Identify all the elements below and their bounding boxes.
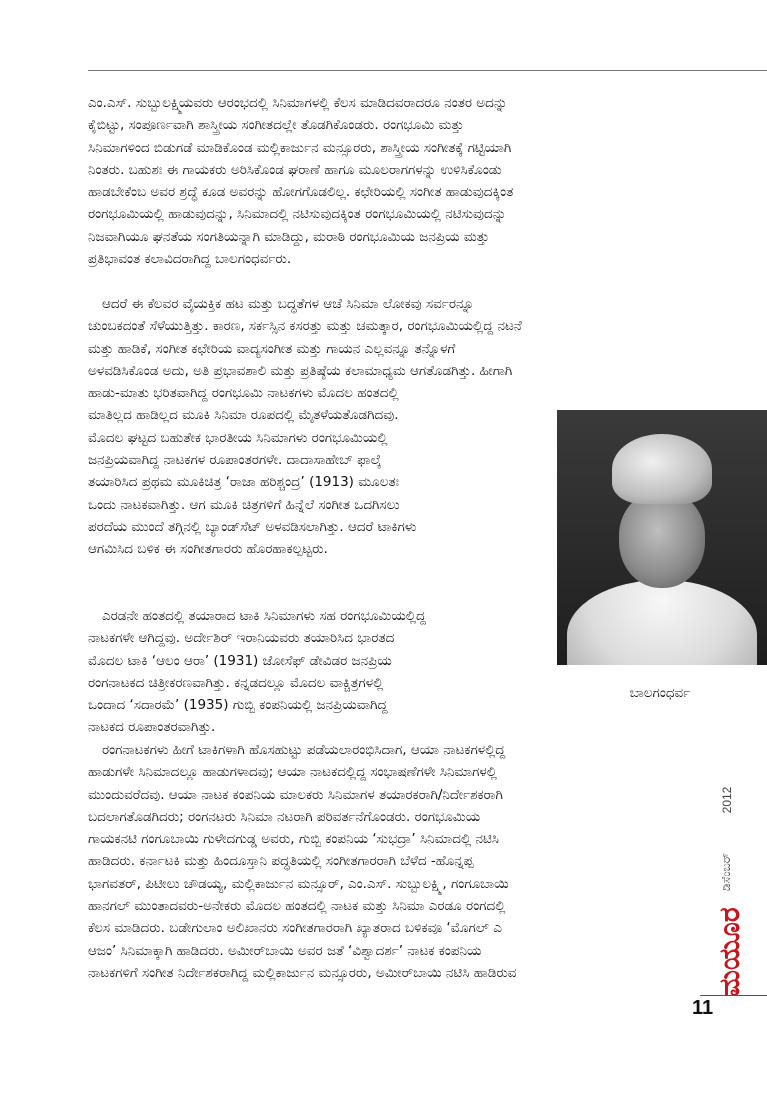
text-line: ಹಾಡು-ಮಾತು ಭರಿತವಾಗಿದ್ದ ರಂಗಭೂಮಿ ನಾಟಕಗಳು ಮೊದಲ ಹಂತದಲ್ಲಿ <box>88 385 399 402</box>
text-line: ನಿಂತರು. ಬಹುಶಃ ಈ ಗಾಯಕರು ಅರಿಸಿಕೊಂಡ ಘರಾಣೆ ಹಾಗೂ ಮೂಲರಾಗಗಳನ್ನು ಉಳಿಸಿಕೊಂಡು <box>88 161 502 178</box>
page-number: 11 <box>692 997 714 1019</box>
text-line: ಅಳವಡಿಸಿಕೊಂಡ ಅದು, ಅತಿ ಪ್ರಭಾವಶಾಲಿ ಮತ್ತು ಪ್ರತಿಷ್ಠೆಯ ಕಲಾಮಾಧ್ಯಮ ಆಗತೊಡಗಿತ್ತು. ಹೀಗಾಗಿ <box>88 362 513 379</box>
issue-month: ಡಿಸೆಂಬರ್ <box>719 852 733 892</box>
text-line: ರಂಗಭೂಮಿಯಲ್ಲಿ ಹಾಡುವುದನ್ನು, ಸಿನಿಮಾದಲ್ಲಿ ನಟಿಸುವುದಕ್ಕಿಂತ ರಂಗಭೂಮಿಯಲ್ಲಿ ನಟಿಸುವುದನ್ನು <box>88 206 507 223</box>
text-line: ಬದಲಾಗತೊಡಗಿದರು; ರಂಗನಟರು ಸಿನಿಮಾ ನಟರಾಗಿ ಪರಿವರ್ತನೆಗೊಂಡರು. ರಂಗಭೂಮಿಯ <box>88 808 481 825</box>
paragraph-3 <box>88 605 568 739</box>
text-line: ಹಾಡುಗಳೇ ಸಿನಿಮಾದಲ್ಲೂ ಹಾಡುಗಳಾದವು; ಆಯಾ ನಾಟಕದಲ್ಲಿದ್ದ ಸಂಭಾಷಣೆಗಳೇ ಸಿನಿಮಾಗಳಲ್ಲಿ <box>88 764 497 781</box>
text-line: ಆದರೆ ಈ ಕೆಲವರ ವೈಯಕ್ತಿಕ ಹಟ ಮತ್ತು ಬದ್ಧತೆಗಳ ಆಚೆ ಸಿನಿಮಾ ಲೋಕವು ಸರ್ವರನ್ನೂ <box>102 296 474 312</box>
photo-caption: ಬಾಲಗಂಧರ್ವ <box>629 685 691 701</box>
text-line: ಕೆಲಸ ಮಾಡಿದರು. ಬಡೇಗುಲಾಂ ಅಲಿಖಾನರು ಸಂಗೀತಗಾರರಾಗಿ ಖ್ಯಾತರಾದ ಬಳಿಕವೂ ‘ಮೊಗಲ್ ಎ <box>88 920 502 937</box>
text-line: ಕೈಬಿಟ್ಟು, ಸಂಪೂರ್ಣವಾಗಿ ಶಾಸ್ತ್ರೀಯ ಸಂಗೀತದಲ್ಲೇ ತೊಡಗಿಕೊಂಡರು. ರಂಗಭೂಮಿ ಮತ್ತು <box>88 117 464 134</box>
text-line: ನಾಟಕಗಳೇ ಆಗಿದ್ದವು. ಅರ್ದೇಶಿರ್ ಇರಾನಿಯವರು ತಯಾರಿಸಿದ ಭಾರತದ <box>88 630 395 647</box>
text-line: ಒಂದು ನಾಟಕವಾಗಿತ್ತು. ಆಗ ಮೂಕಿ ಚಿತ್ರಗಳಿಗೆ ಹಿನ್ನೆಲೆ ಸಂಗೀತ ಒದಗಿಸಲು <box>88 496 400 513</box>
text-line: ಮಾತಿಲ್ಲದ ಹಾಡಿಲ್ಲದ ಮೂಕಿ ಸಿನಿಮಾ ರೂಪದಲ್ಲಿ ಮೈತಳೆಯತೊಡಗಿದವು. <box>88 407 399 424</box>
text-line: ಆಜಂ’ ಸಿನಿಮಾಕ್ಕಾಗಿ ಹಾಡಿದರು. ಅಮೀರ್‌ಬಾಯಿ ಅವರ ಜತೆ ‘ವಿಶ್ವಾದರ್ಶ’ ನಾಟಕ ಕಂಪನಿಯ <box>88 942 482 959</box>
text-line: ತಯಾರಿಸಿದ ಪ್ರಥಮ ಮೂಕಿಚಿತ್ರ ‘ರಾಜಾ ಹರಿಶ್ಚಂದ್ರ’ (1913) ಮೂಲತಃ <box>88 474 399 491</box>
magazine-title: ಮಯೂರ <box>713 907 746 997</box>
text-line: ಎಂ.ಎಸ್. ಸುಬ್ಬುಲಕ್ಷ್ಮಿಯವರು ಆರಂಭದಲ್ಲಿ ಸಿನಿಮಾಗಳಲ್ಲಿ ಕೆಲಸ ಮಾಡಿದವರಾದರೂ ನಂತರ ಅದನ್ನು <box>88 95 508 111</box>
issue-year: 2012 <box>720 786 734 814</box>
paragraph-4 <box>88 739 678 984</box>
text-line: ಮುಂದುವರೆದವು. ಆಯಾ ನಾಟಕ ಕಂಪನಿಯ ಮಾಲಕರು ಸಿನಿಮಾಗಳ ತಯಾರಕರಾಗಿ/ನಿರ್ದೇಶಕರಾಗಿ <box>88 786 503 803</box>
footer-rule <box>700 995 767 996</box>
portrait-turban <box>612 434 712 504</box>
text-line: ಹಾನಗಲ್ ಮುಂತಾದವರು-ಅನೇಕರು ಮೊದಲ ಹಂತದಲ್ಲಿ ನಾಟಕ ಮತ್ತು ಸಿನಿಮಾ ಎರಡೂ ರಂಗದಲ್ಲಿ <box>88 898 506 915</box>
text-line: ಪರದೆಯ ಮುಂದೆ ತಗ್ಗಿನಲ್ಲಿ ಬ್ಯಾಂಡ್‌ಸೆಟ್ ಅಳವಡಿಸಲಾಗಿತ್ತು. ಆದರೆ ಟಾಕಿಗಳು <box>88 518 417 535</box>
portrait-coat <box>567 580 757 665</box>
text-line: ಗಾಯಕನಟಿ ಗಂಗೂಬಾಯಿ ಗುಳೇದಗುಡ್ಡ ಅವರು, ಗುಬ್ಬಿ ಕಂಪನಿಯ ‘ಸುಭದ್ರಾ’ ಸಿನಿಮಾದಲ್ಲಿ ನಟಿಸಿ <box>88 831 499 848</box>
text-line: ಮತ್ತು ಹಾಡಿಕೆ, ಸಂಗೀತ ಕಛೇರಿಯ ವಾದ್ಯಸಂಗೀತ ಮತ್ತು ಗಾಯನ ಎಲ್ಲವನ್ನೂ ತನ್ನೊಳಗೆ <box>88 340 456 357</box>
text-line: ಮೊದಲ ಟಾಕಿ ‘ಆಲಂ ಆರಾ’ (1931) ಜೋಸೆಫ್ ಡೇವಿಡರ ಜನಪ್ರಿಯ <box>88 652 392 669</box>
text-line: ರಂಗನಾಟಕಗಳು ಹೀಗೆ ಟಾಕಿಗಳಾಗಿ ಹೊಸಹುಟ್ಟು ಪಡೆಯಲಾರಂಭಿಸಿದಾಗ, ಆಯಾ ನಾಟಕಗಳಲ್ಲಿದ್ದ <box>102 742 506 758</box>
text-line: ನಿಜವಾಗಿಯೂ ಘನತೆಯ ಸಂಗತಿಯನ್ನಾಗಿ ಮಾಡಿದ್ದು, ಮರಾಠಿ ರಂಗಭೂಮಿಯ ಜನಪ್ರಿಯ ಮತ್ತು <box>88 228 490 245</box>
text-line: ಜನಪ್ರಿಯವಾಗಿದ್ದ ನಾಟಕಗಳ ರೂಪಾಂತರಗಳೇ. ದಾದಾಸಾಹೇಬ್ ಫಾಲ್ಕೆ <box>88 452 382 469</box>
portrait-face <box>619 492 705 588</box>
text-line: ಒಂದಾದ ‘ಸದಾರಮೆ’ (1935) ಗುಬ್ಬಿ ಕಂಪನಿಯಲ್ಲಿ ಜನಪ್ರಿಯವಾಗಿದ್ದ <box>88 697 388 714</box>
magazine-masthead <box>700 770 767 997</box>
text-line: ನಾಟಕಗಳಿಗೆ ಸಂಗೀತ ನಿರ್ದೇಶಕರಾಗಿದ್ದ ಮಲ್ಲಿಕಾರ್ಜುನ ಮನ್ಸೂರರು, ಅಮೀರ್‌ಬಾಯಿ ನಟಿಸಿ ಹಾಡಿರುವ <box>88 964 517 981</box>
text-line: ಹಾಡಬೇಕೆಂಬ ಅವರ ಶ್ರದ್ಧೆ ಕೂಡ ಅವರನ್ನು ಹೋಗಗೊಡಲಿಲ್ಲ. ಕಛೇರಿಯಲ್ಲಿ ಸಂಗೀತ ಹಾಡುವುದಕ್ಕಿಂತ <box>88 184 514 201</box>
text-line: ಭಾಗವತರ್, ಪಿಟೀಲು ಚೌಡಯ್ಯ, ಮಲ್ಲಿಕಾರ್ಜುನ ಮನ್ಸೂರ್, ಎಂ.ಎಸ್. ಸುಬ್ಬುಲಕ್ಷ್ಮಿ, ಗಂಗೂಬಾಯಿ <box>88 875 509 892</box>
text-line: ರಂಗನಾಟಕದ ಚಿತ್ರೀಕರಣವಾಗಿತ್ತು. ಕನ್ನಡದಲ್ಲೂ ಮೊದಲ ವಾಕ್ಚಿತ್ರಗಳಲ್ಲಿ <box>88 674 384 691</box>
text-line: ಆಗಮಿಸಿದ ಬಳಿಕ ಈ ಸಂಗೀತಗಾರರು ಹೊರಹಾಕಲ್ಪಟ್ಟರು. <box>88 541 328 558</box>
text-line: ಪ್ರತಿಭಾವಂತ ಕಲಾವಿದರಾಗಿದ್ದ ಬಾಲಗಂಧರ್ವರು. <box>88 251 292 268</box>
text-line: ನಾಟಕದ ರೂಪಾಂತರವಾಗಿತ್ತು. <box>88 719 216 736</box>
text-line: ಎರಡನೇ ಹಂತದಲ್ಲಿ ತಯಾರಾದ ಟಾಕಿ ಸಿನಿಮಾಗಳು ಸಹ ರಂಗಭೂಮಿಯಲ್ಲಿದ್ದ <box>102 608 426 624</box>
text-line: ಸಿನಿಮಾಗಳಿಂದ ಬಿಡುಗಡೆ ಮಾಡಿಕೊಂಡ ಮಲ್ಲಿಕಾರ್ಜುನ ಮನ್ಸೂರರು, ಶಾಸ್ತ್ರೀಯ ಸಂಗೀತಕ್ಕೆ ಗಟ್ಟಿಯಾಗಿ <box>88 139 512 156</box>
paragraph-1 <box>88 92 678 270</box>
text-line: ಹಾಡಿದರು. ಕರ್ನಾಟಕಿ ಮತ್ತು ಹಿಂದೂಸ್ತಾನಿ ಪದ್ಧತಿಯಲ್ಲಿ ಸಂಗೀತಗಾರರಾಗಿ ಬೆಳೆದ -ಹೊನ್ನಪ್ಪ <box>88 853 474 870</box>
header-rule <box>88 70 767 71</box>
text-line: ಮೊದಲ ಘಟ್ಟದ ಬಹುತೇಕ ಭಾರತೀಯ ಸಿನಿಮಾಗಳು ರಂಗಭೂಮಿಯಲ್ಲಿ <box>88 429 388 446</box>
text-line: ಚುಂಬಕದಂತೆ ಸೆಳೆಯುತ್ತಿತ್ತು. ಕಾರಣ, ಸರ್ಕಸ್ಸಿನ ಕಸರತ್ತು ಮತ್ತು ಚಮತ್ಕಾರ, ರಂಗಭೂಮಿಯಲ್ಲಿದ್ದ ನಟನೆ <box>88 318 522 335</box>
portrait-photo <box>557 410 767 665</box>
